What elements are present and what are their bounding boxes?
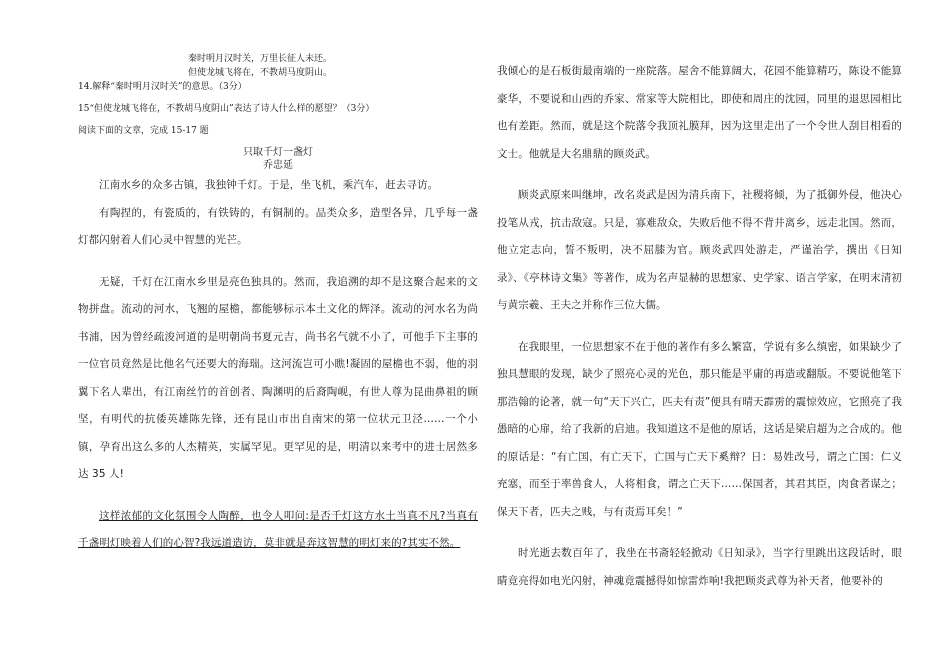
paragraph-4 <box>78 503 478 558</box>
article-title: 只取千灯一盏灯 <box>243 147 313 158</box>
article-author: 乔忠延 <box>263 160 293 171</box>
paragraph-1: 江南水乡的众多古镇，我独钟千灯。于是，坐飞机，乘汽车，赶去寻访。 <box>99 179 439 191</box>
poem-line-2: 但使龙城飞将在，不教胡马度阴山。 <box>188 68 333 78</box>
right-column <box>497 58 902 595</box>
paragraph-2: 有陶捏的，有瓷质的，有铁铸的，有铜制的。品类众多，造型各异，几乎每一盏灯都闪射着人们心灵中智慧的光芒。 <box>78 206 478 246</box>
underlined-passage: 这样浓郁的文化氛围令人陶醉，也令人叩问:是否千灯这方水土当真不凡?当真有千盏明灯映着人们的心智?我远道造访，莫非就是奔这智慧的明灯来的?其实不然。 <box>78 509 478 549</box>
reading-instruction: 阅读下面的文章，完成 15-17 题 <box>78 126 209 136</box>
question-14: 14.解释“秦时明月汉时关”的意思。（3分） <box>78 82 247 92</box>
paragraph-6: 顾炎武原来叫继坤，改名炎武是因为清兵南下，社稷将倾，为了抵御外侵，他决心投笔从戎，抗击敌寇。只是，寡难敌众，失败后他不得不背井离乡，远走北国。然而，他立定志向，誓不叛明，决不屈膝为官。顾炎武四处游走，严谨治学，撰出《日知录》、《亭林诗文集》等著作，成为名声显赫的思想家、史学家、语言学家，在明末清初与黄宗羲、王夫之并称作三位大儒。 <box>497 189 902 311</box>
question-15: 15“但使龙城飞将在，不教胡马度阴山”表达了诗人什么样的愿望？（3分） <box>78 104 375 114</box>
poem-line-1: 秦时明月汉时关，万里长征人未还。 <box>188 54 333 64</box>
paragraph-3: 无疑，千灯在江南水乡里是亮色独具的。然而，我追溯的却不是这聚合起来的文物拼盘。流动的河水，飞翘的屋檐，都能够标示本土文化的辉泽。流动的河水名为尚书浦，因为曾经疏浚河道的是明朝尚书夏元吉，尚书名气就不小了，可他手下主事的一位官员竟然是比他名气还要大的海瑞。这河流岂可小瞧!凝固的屋檐也不弱，他的羽翼下名人辈出，有江南丝竹的首创者、陶渊明的后裔陶岘，有世人尊为昆曲鼻祖的顾坚，有明代的抗倭英雄陈先锋，还有昆山市出自南宋的第一位状元卫泾……一个小镇，孕育出这么多的人杰精英，实属罕见。更罕见的是，明清以来考中的进士居然多达 35 人! <box>78 275 478 480</box>
left-column <box>78 52 478 558</box>
paragraph-5: 我倾心的是石板街最南端的一座院落。屋舍不能算阔大，花园不能算精巧，陈设不能算豪华，不要说和山西的乔家、常家等大院相比，即使和周庄的沈园，同里的退思园相比也有差距。然而，就是这个院落令我顶礼膜拜，因为这里走出了一个令世人刮目相看的文士。他就是大名鼎鼎的顾炎武。 <box>497 65 902 160</box>
paragraph-7: 在我眼里，一位思想家不在于他的著作有多么繁富，学说有多么缜密，如果缺少了独具慧眼的发现，缺少了照亮心灵的光色，那只能是平庸的再造或翻版。不要说他笔下那浩翰的论著，就一句“天下兴亡，匹夫有责”便具有晴天霹雳的震惊效应，它照亮了我愚暗的心扉，给了我新的启迪。我知道这不是他的原话，这话是梁启超为之合成的。他的原话是：“有亡国，有亡天下，亡国与亡天下奚辩？日：易姓改号，谓之亡国：仁义充塞，而至于率兽食人，人将相食，谓之亡天下……保国者，其君其臣，肉食者谋之；保天下者，匹夫之贱，与有责焉耳矣！” <box>497 340 902 518</box>
paragraph-8: 时光逝去数百年了，我坐在书斋轻轻掀动《日知录》，当字行里跳出这段话时，眼睛竟亮得如电光闪射，神魂竟震撼得如惊雷炸响!我把顾炎武尊为补天者，他要补的 <box>497 547 902 587</box>
